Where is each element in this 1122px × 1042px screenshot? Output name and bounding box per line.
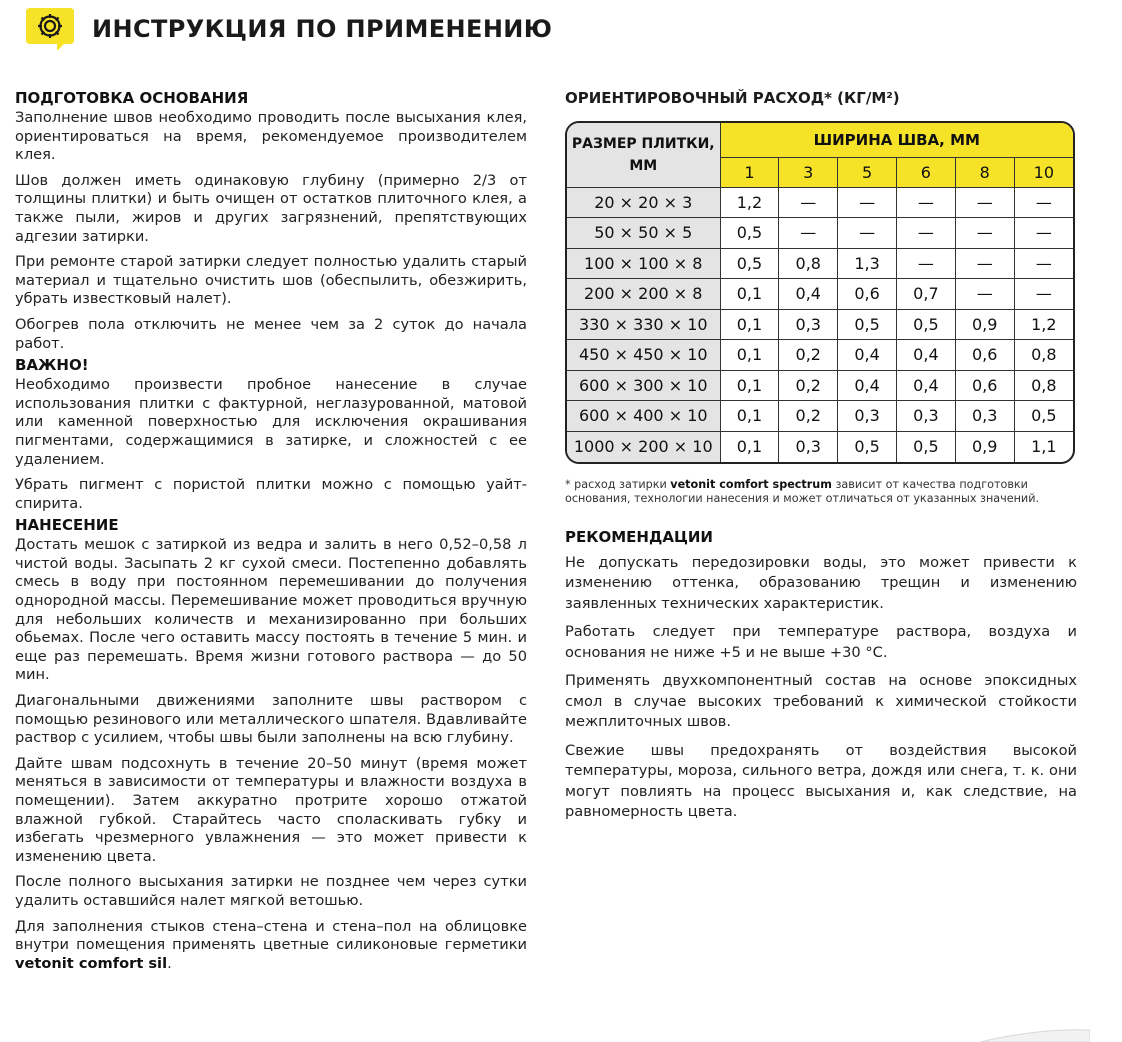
- consumption-cell: 0,5: [1014, 401, 1073, 432]
- gear-speech-bubble-icon: [24, 6, 76, 52]
- consumption-cell: —: [1014, 187, 1073, 218]
- consumption-cell: 0,1: [720, 431, 779, 462]
- table-row: [567, 279, 1073, 310]
- consumption-cell: 0,9: [955, 431, 1014, 462]
- table-row: [567, 401, 1073, 432]
- tile-size-cell: 50 × 50 × 5: [567, 218, 720, 249]
- consumption-cell: 0,5: [896, 431, 955, 462]
- paragraph-text: .: [167, 954, 172, 972]
- consumption-cell: 0,5: [720, 248, 779, 279]
- table-group-header: ШИРИНА ШВА, ММ: [720, 123, 1073, 157]
- tile-size-cell: 600 × 300 × 10: [567, 370, 720, 401]
- table-row: [567, 309, 1073, 340]
- consumption-table: [565, 121, 1075, 464]
- paragraph-text: Для заполнения стыков стена–стена и стена–пол на облицовке внутри помещения применять цветные силиконовые герметики: [15, 917, 527, 954]
- paragraph: Работать следует при температуре раствора, воздуха и основания не ниже +5 и не выше +30 °С.: [565, 623, 1077, 661]
- width-header: 8: [955, 157, 1014, 187]
- tile-size-cell: 1000 × 200 × 10: [567, 431, 720, 462]
- width-header: 10: [1014, 157, 1073, 187]
- consumption-cell: 0,6: [838, 279, 897, 310]
- tile-size-cell: 20 × 20 × 3: [567, 187, 720, 218]
- consumption-cell: 0,5: [896, 309, 955, 340]
- consumption-cell: —: [896, 187, 955, 218]
- table-title: ОРИЕНТИРОВОЧНЫЙ РАСХОД* (КГ/М²): [565, 89, 900, 107]
- table-footnote: [565, 478, 1077, 506]
- section-title-application: НАНЕСЕНИЕ: [15, 516, 119, 535]
- page-title: ИНСТРУКЦИЯ ПО ПРИМЕНЕНИЮ: [92, 15, 553, 43]
- paragraph: Достать мешок с затиркой из ведра и залить в него 0,52–0,58 л чистой воды. Засыпать 2 кг сухой смеси. Постепенно добавлять смесь в воду при постоянном перемешивании до получения однородной массы. Перемешивание может проводиться вручную для небольших количеств и механизированно при больших обьемах. После чего оставить массу постоять в течение 5 мин. и еще раз перемешать. Время жизни готового раствора — до 50 мин.: [15, 536, 527, 684]
- paragraph: [15, 918, 527, 974]
- paragraph: Обогрев пола отключить не менее чем за 2 суток до начала работ.: [15, 315, 527, 352]
- consumption-cell: —: [838, 218, 897, 249]
- paragraph: Шов должен иметь одинаковую глубину (примерно 2/3 от толщины плитки) и быть очищен от остатков плиточного клея, а также пыли, жиров и других загрязнений, препятствующих адгезии затирки.: [15, 171, 527, 245]
- width-header: 1: [720, 157, 779, 187]
- consumption-cell: 0,1: [720, 340, 779, 371]
- brand-name: vetonit comfort spectrum: [670, 477, 832, 491]
- consumption-cell: —: [955, 248, 1014, 279]
- paragraph: Применять двухкомпонентный состав на основе эпоксидных смол в случае высоких требований к химической стойкости межплиточных швов.: [565, 672, 1077, 731]
- section-title-important: ВАЖНО!: [15, 356, 89, 375]
- consumption-cell: —: [1014, 279, 1073, 310]
- tile-size-cell: 330 × 330 × 10: [567, 309, 720, 340]
- section-title-preparation: ПОДГОТОВКА ОСНОВАНИЯ: [15, 89, 249, 107]
- consumption-cell: 1,2: [720, 187, 779, 218]
- consumption-cell: 0,4: [896, 370, 955, 401]
- right-column: [565, 88, 1077, 831]
- consumption-cell: 0,2: [779, 340, 838, 371]
- consumption-cell: 0,4: [896, 340, 955, 371]
- page-header: [24, 6, 552, 52]
- table-row: [567, 431, 1073, 462]
- consumption-cell: —: [955, 279, 1014, 310]
- consumption-cell: 1,1: [1014, 431, 1073, 462]
- consumption-cell: —: [779, 218, 838, 249]
- consumption-cell: —: [779, 187, 838, 218]
- consumption-cell: 0,1: [720, 370, 779, 401]
- consumption-cell: —: [1014, 248, 1073, 279]
- consumption-cell: 0,8: [1014, 370, 1073, 401]
- consumption-cell: 0,3: [838, 401, 897, 432]
- consumption-cell: 0,3: [955, 401, 1014, 432]
- left-column: [15, 88, 527, 980]
- table-row: [567, 370, 1073, 401]
- table-row: [567, 187, 1073, 218]
- paragraph: Диагональными движениями заполните швы раствором с помощью резинового или металлического шпателя. Вдавливайте раствор с усилием, чтобы швы были заполнены на всю глубину.: [15, 692, 527, 747]
- consumption-cell: 0,3: [779, 431, 838, 462]
- consumption-cell: 0,3: [896, 401, 955, 432]
- consumption-cell: 0,2: [779, 370, 838, 401]
- decorative-swoosh: [980, 1024, 1090, 1042]
- tile-size-cell: 200 × 200 × 8: [567, 279, 720, 310]
- consumption-cell: —: [955, 218, 1014, 249]
- table-corner-header: РАЗМЕР ПЛИТКИ, ММ: [567, 123, 720, 187]
- consumption-cell: —: [896, 248, 955, 279]
- paragraph: Необходимо произвести пробное нанесение в случае использования плитки с фактурной, неглазурованной, матовой или каменной поверхностью для исключения окрашивания пигментами, содержащимися в затирке, и сложностей с ее удалением.: [15, 376, 527, 468]
- brand-name: vetonit comfort sil: [15, 954, 168, 972]
- consumption-cell: 0,5: [838, 309, 897, 340]
- consumption-cell: —: [838, 187, 897, 218]
- consumption-cell: 0,6: [955, 370, 1014, 401]
- width-header: 3: [779, 157, 838, 187]
- consumption-cell: 0,3: [779, 309, 838, 340]
- paragraph: Свежие швы предохранять от воздействия высокой температуры, мороза, сильного ветра, дождя или снега, т. к. они могут повлиять на процесс высыхания и, как следствие, на равномерность цвета.: [565, 741, 1077, 821]
- consumption-cell: 0,1: [720, 401, 779, 432]
- consumption-cell: 0,8: [779, 248, 838, 279]
- section-title-recommendations: РЕКОМЕНДАЦИИ: [565, 527, 713, 546]
- consumption-cell: 0,4: [779, 279, 838, 310]
- consumption-cell: 0,6: [955, 340, 1014, 371]
- consumption-cell: 0,5: [838, 431, 897, 462]
- paragraph: При ремонте старой затирки следует полностью удалить старый материал и тщательно очистить шов (обеспылить, обезжирить, убрать известковый налет).: [15, 253, 527, 308]
- recommendations-section: [565, 527, 1077, 823]
- width-header: 6: [896, 157, 955, 187]
- consumption-cell: 1,3: [838, 248, 897, 279]
- paragraph: После полного высыхания затирки не позднее чем через сутки удалить оставшийся налет мягкой ветошью.: [15, 873, 527, 909]
- consumption-cell: 0,9: [955, 309, 1014, 340]
- tile-size-cell: 450 × 450 × 10: [567, 340, 720, 371]
- consumption-cell: —: [896, 218, 955, 249]
- paragraph: Убрать пигмент с пористой плитки можно с помощью уайт-спирита.: [15, 476, 527, 512]
- consumption-cell: 0,8: [1014, 340, 1073, 371]
- consumption-cell: —: [955, 187, 1014, 218]
- paragraph: Дайте швам подсохнуть в течение 20–50 минут (время может меняться в зависимости от температуры и влажности воздуха в помещении). Затем аккуратно протрите хорошо отжатой влажной губкой. Старайтесь часто споласкивать губку и избегать чрезмерного увлажнения — это может привести к изменению цвета.: [15, 754, 527, 865]
- width-header: 5: [838, 157, 897, 187]
- tile-size-cell: 600 × 400 × 10: [567, 401, 720, 432]
- paragraph: Заполнение швов необходимо проводить после высыхания клея, ориентироваться на время, рекомендуемое производителем клея.: [15, 109, 527, 164]
- paragraph: Не допускать передозировки воды, это может привести к изменению оттенка, образованию трещин и изменению заявленных технических характеристик.: [565, 553, 1077, 612]
- consumption-cell: —: [1014, 218, 1073, 249]
- consumption-cell: 0,2: [779, 401, 838, 432]
- table-row: [567, 248, 1073, 279]
- consumption-cell: 0,1: [720, 279, 779, 310]
- consumption-cell: 0,4: [838, 370, 897, 401]
- footnote-text: * расход затирки: [565, 477, 671, 491]
- tile-size-cell: 100 × 100 × 8: [567, 248, 720, 279]
- consumption-cell: 0,4: [838, 340, 897, 371]
- consumption-cell: 0,1: [720, 309, 779, 340]
- consumption-cell: 0,7: [896, 279, 955, 310]
- consumption-cell: 0,5: [720, 218, 779, 249]
- table-row: [567, 340, 1073, 371]
- footnote-text: зависит от качества подготовки основания, технологии нанесения и может отличаться от указанных значений.: [565, 477, 1040, 505]
- consumption-cell: 1,2: [1014, 309, 1073, 340]
- table-row: [567, 218, 1073, 249]
